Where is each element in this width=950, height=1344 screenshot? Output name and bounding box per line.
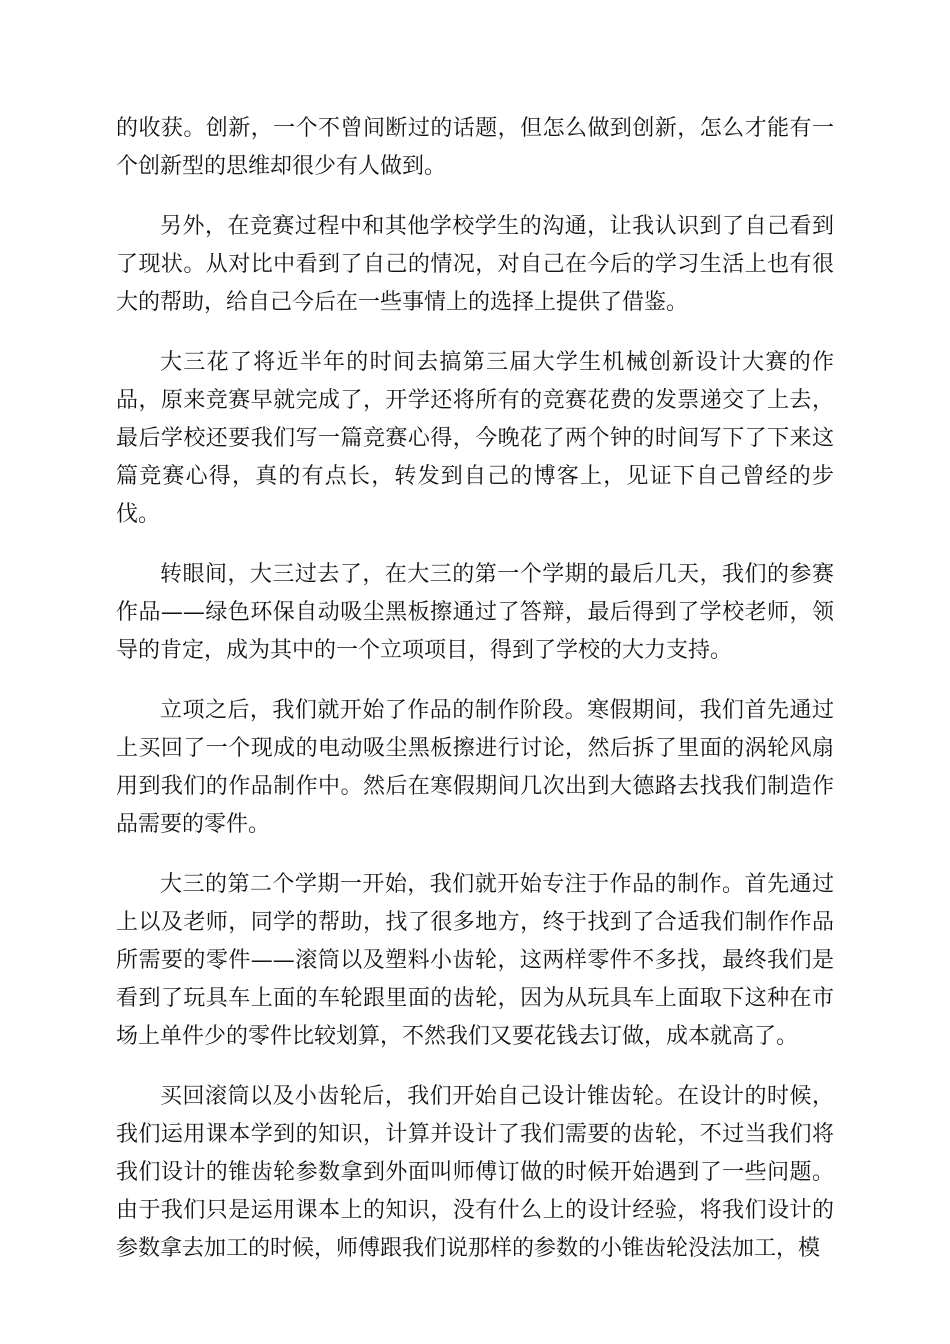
paragraph-4: 转眼间，大三过去了，在大三的第一个学期的最后几天，我们的参赛作品——绿色环保自动吸尘黑板擦通过了答辩，最后得到了学校老师，领导的肯定，成为其中的一个立项项目，得到了学校的大力支持。 — [116, 562, 834, 663]
paragraph-5: 立项之后，我们就开始了作品的制作阶段。寒假期间，我们首先通过上买回了一个现成的电动吸尘黑板擦进行讨论，然后拆了里面的涡轮风扇用到我们的作品制作中。然后在寒假期间几次出到大德路去找我们制造作品需要的零件。 — [116, 698, 834, 837]
paragraph-7: 买回滚筒以及小齿轮后，我们开始自己设计锥齿轮。在设计的时候，我们运用课本学到的知识，计算并设计了我们需要的齿轮，不过当我们将我们设计的锥齿轮参数拿到外面叫师傅订做的时候开始遇到了一些问题。由于我们只是运用课本上的知识，没有什么上的设计经验，将我们设计的参数拿去加工的时候，师傅跟我们说那样的参数的小锥齿轮没法加工，模 — [116, 1084, 834, 1261]
paragraph-1: 的收获。创新，一个不曾间断过的话题，但怎么做到创新，怎么才能有一个创新型的思维却很少有人做到。 — [116, 116, 834, 179]
document-page — [116, 110, 834, 1290]
paragraph-6: 大三的第二个学期一开始，我们就开始专注于作品的制作。首先通过上以及老师，同学的帮助，找了很多地方，终于找到了合适我们制作作品所需要的零件——滚筒以及塑料小齿轮，这两样零件不多找，最终我们是看到了玩具车上面的车轮跟里面的齿轮，因为从玩具车上面取下这种在市场上单件少的零件比较划算，不然我们又要花钱去订做，成本就高了。 — [116, 872, 834, 1049]
paragraph-2: 另外，在竞赛过程中和其他学校学生的沟通，让我认识到了自己看到了现状。从对比中看到了自己的情况，对自己在今后的学习生活上也有很大的帮助，给自己今后在一些事情上的选择上提供了借鉴。 — [116, 214, 834, 315]
paragraph-3: 大三花了将近半年的时间去搞第三届大学生机械创新设计大赛的作品，原来竞赛早就完成了，开学还将所有的竞赛花费的发票递交了上去，最后学校还要我们写一篇竞赛心得，今晚花了两个钟的时间写下了下来这篇竞赛心得，真的有点长，转发到自己的博客上，见证下自己曾经的步伐。 — [116, 350, 834, 527]
